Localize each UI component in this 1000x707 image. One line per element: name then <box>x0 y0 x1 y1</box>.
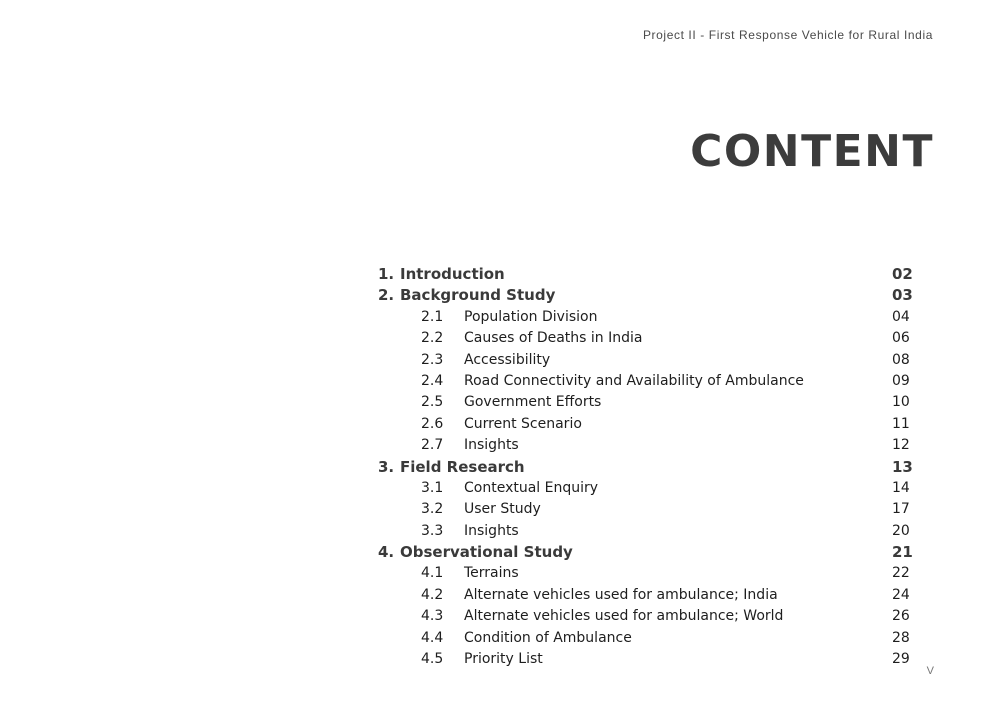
page-number: V <box>926 665 934 677</box>
toc-entry-label: Alternate vehicles used for ambulance; India <box>464 586 778 603</box>
toc-entry-page: 20 <box>892 522 910 539</box>
toc-entry-label: Insights <box>464 437 519 454</box>
toc-entry-number: 3.2 <box>421 501 444 518</box>
toc-entry-page: 09 <box>892 372 910 389</box>
toc-entry-page: 26 <box>892 608 910 625</box>
toc-entry-label: Contextual Enquiry <box>464 479 599 496</box>
toc-entry-page: 10 <box>892 394 910 411</box>
toc-entry-label: Background Study <box>400 286 556 305</box>
toc-entry-page: 06 <box>892 330 910 347</box>
toc-entry-label: Causes of Deaths in India <box>464 330 643 347</box>
toc-subsection-row <box>378 414 912 435</box>
table-of-contents <box>378 264 912 670</box>
toc-entry-label: Road Connectivity and Availability of Ambulance <box>464 372 804 389</box>
toc-entry-page: 13 <box>892 457 913 476</box>
toc-entry-label: Field Research <box>400 457 525 476</box>
toc-entry-label: Accessibility <box>464 351 551 368</box>
toc-subsection-row <box>378 328 912 349</box>
toc-entry-number: 3.3 <box>421 522 444 539</box>
toc-entry-number: 2.5 <box>421 394 444 411</box>
toc-subsection-row <box>378 350 912 371</box>
toc-entry-number: 3.1 <box>421 479 444 496</box>
toc-entry-label: Condition of Ambulance <box>464 629 632 646</box>
toc-subsection-row <box>378 435 912 456</box>
toc-entry-label: User Study <box>464 501 541 518</box>
toc-entry-number: 2.2 <box>421 330 444 347</box>
toc-entry-label: Government Efforts <box>464 394 602 411</box>
toc-section-row <box>378 285 912 306</box>
toc-subsection-row <box>378 478 912 499</box>
toc-entry-page: 02 <box>892 265 913 283</box>
toc-entry-page: 24 <box>892 586 910 603</box>
toc-entry-number: 4.1 <box>421 565 444 582</box>
toc-subsection-row <box>378 628 912 649</box>
toc-subsection-row <box>378 371 912 392</box>
toc-entry-label: Observational Study <box>400 543 573 562</box>
toc-entry-number: 2.7 <box>421 437 444 454</box>
project-title-header: Project II - First Response Vehicle for Rural India <box>642 28 933 42</box>
toc-entry-page: 28 <box>892 629 910 646</box>
toc-entry-number: 2.6 <box>421 415 444 432</box>
toc-entry-page: 04 <box>892 308 910 325</box>
toc-entry-number: 4.5 <box>421 651 444 668</box>
toc-subsection-row <box>378 499 912 520</box>
toc-entry-page: 03 <box>892 286 913 305</box>
toc-section-row <box>378 457 912 478</box>
toc-entry-page: 21 <box>892 543 913 562</box>
toc-entry-label: Current Scenario <box>464 415 582 432</box>
toc-entry-label: Alternate vehicles used for ambulance; World <box>464 608 784 625</box>
toc-entry-label: Insights <box>464 522 519 539</box>
toc-entry-number: 1. <box>378 265 395 283</box>
toc-entry-page: 22 <box>892 565 910 582</box>
toc-subsection-row <box>378 563 912 584</box>
toc-entry-page: 17 <box>892 501 910 518</box>
toc-entry-label: Population Division <box>464 308 598 325</box>
toc-subsection-row <box>378 585 912 606</box>
toc-subsection-row <box>378 606 912 627</box>
toc-subsection-row <box>378 649 912 670</box>
toc-entry-page: 11 <box>892 415 910 432</box>
toc-section-row <box>378 264 912 285</box>
toc-entry-page: 12 <box>892 437 910 454</box>
toc-entry-number: 2.1 <box>421 308 444 325</box>
toc-section-row <box>378 542 912 563</box>
toc-subsection-row <box>378 392 912 413</box>
toc-entry-page: 08 <box>892 351 910 368</box>
toc-entry-page: 14 <box>892 479 910 496</box>
toc-entry-number: 4.3 <box>421 608 444 625</box>
page-title: CONTENT <box>690 126 934 177</box>
toc-entry-number: 2. <box>378 286 395 305</box>
toc-entry-number: 4.4 <box>421 629 444 646</box>
toc-entry-number: 2.3 <box>421 351 444 368</box>
toc-entry-label: Terrains <box>464 565 519 582</box>
toc-entry-page: 29 <box>892 651 910 668</box>
toc-subsection-row <box>378 307 912 328</box>
toc-entry-label: Introduction <box>400 265 505 283</box>
toc-entry-number: 3. <box>378 457 395 476</box>
toc-subsection-row <box>378 521 912 542</box>
toc-entry-number: 4.2 <box>421 586 444 603</box>
toc-entry-number: 2.4 <box>421 372 444 389</box>
toc-entry-number: 4. <box>378 543 395 562</box>
toc-entry-label: Priority List <box>464 651 543 668</box>
